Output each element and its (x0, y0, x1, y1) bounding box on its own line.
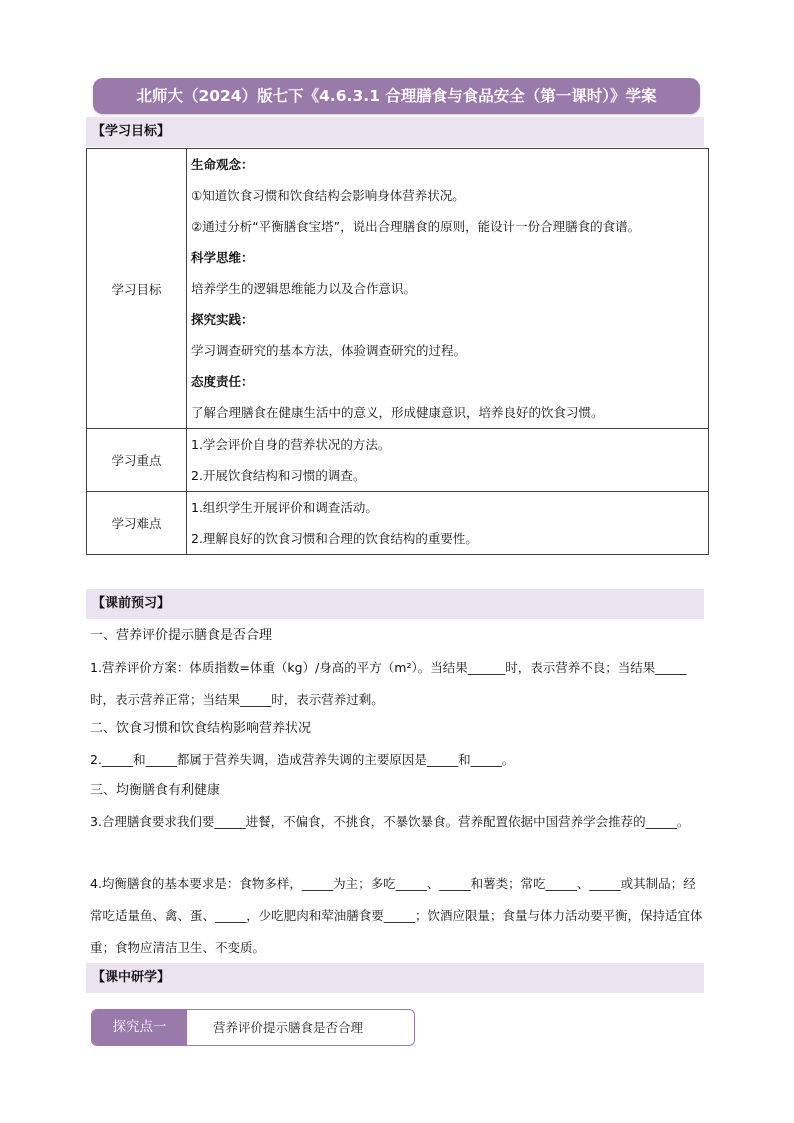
preview-item-3: 3.合理膳食要求我们要_____进餐，不偏食，不挑食，不暴饮暴食。营养配置依据中国营养学会推荐的_____。 (90, 814, 690, 829)
target-line: 科学思维： (191, 250, 254, 265)
page-title: 北师大（2024）版七下《4.6.3.1 合理膳食与食品安全（第一课时）》学案 (93, 78, 700, 114)
preview-heading-1: 一、营养评价提示膳食是否合理 (90, 628, 273, 643)
explore-point-text: 营养评价提示膳食是否合理 (213, 1020, 364, 1035)
difficulty-line: 2.理解良好的饮食习惯和合理的饮食结构的重要性。 (191, 531, 478, 546)
preview-heading-3: 三、均衡膳食有利健康 (90, 783, 221, 798)
key-line: 1.学会评价自身的营养状况的方法。 (191, 437, 391, 452)
difficulty-label: 学习难点 (87, 492, 187, 555)
target-line: 态度责任： (191, 374, 254, 389)
section-goals-header: 【学习目标】 (86, 117, 704, 147)
section-study-header: 【课中研学】 (86, 963, 704, 993)
target-line: 生命观念： (191, 157, 254, 172)
target-label: 学习目标 (87, 149, 187, 429)
target-line: 了解合理膳食在健康生活中的意义，形成健康意识，培养良好的饮食习惯。 (191, 405, 604, 420)
target-line: 探究实践： (191, 312, 254, 327)
preview-heading-2: 二、饮食习惯和饮食结构影响营养状况 (90, 721, 312, 736)
preview-item-4: 4.均衡膳食的基本要求是：食物多样，_____为主；多吃_____、_____和薯类；常吃_____、_____或其制品；经常吃适量鱼、禽、蛋、_____，少吃肥肉和荤油膳食要_____；饮酒应限量；食量与体力活动要平衡，保持适宜体重；食物应清洁卫生、不变质。 (90, 876, 703, 955)
target-line: 培养学生的逻辑思维能力以及合作意识。 (191, 281, 417, 296)
target-line: ①知道饮食习惯和饮食结构会影响身体营养状况。 (191, 188, 465, 203)
key-content (187, 429, 709, 492)
preview-item-1: 1.营养评价方案：体质指数=体重（kg）/身高的平方（m²）。当结果______时，表示营养不良；当结果_____时，表示营养正常；当结果_____时，表示营养过剩。 (90, 660, 687, 707)
preview-item-2: 2._____和_____都属于营养失调，造成营养失调的主要原因是_____和_____。 (90, 752, 515, 767)
target-line: 学习调查研究的基本方法，体验调查研究的过程。 (191, 343, 467, 358)
key-line: 2.开展饮食结构和习惯的调查。 (191, 468, 366, 483)
section-preview-header: 【课前预习】 (86, 589, 704, 619)
explore-point-box (91, 1009, 415, 1046)
target-line: ②通过分析“平衡膳食宝塔”，说出合理膳食的原则，能设计一份合理膳食的食谱。 (191, 219, 641, 234)
goals-table (86, 148, 709, 555)
key-label: 学习重点 (87, 429, 187, 492)
target-content (187, 149, 709, 429)
difficulty-content (187, 492, 709, 555)
explore-point-tag: 探究点一 (92, 1010, 187, 1045)
difficulty-line: 1.组织学生开展评价和调查活动。 (191, 500, 378, 515)
